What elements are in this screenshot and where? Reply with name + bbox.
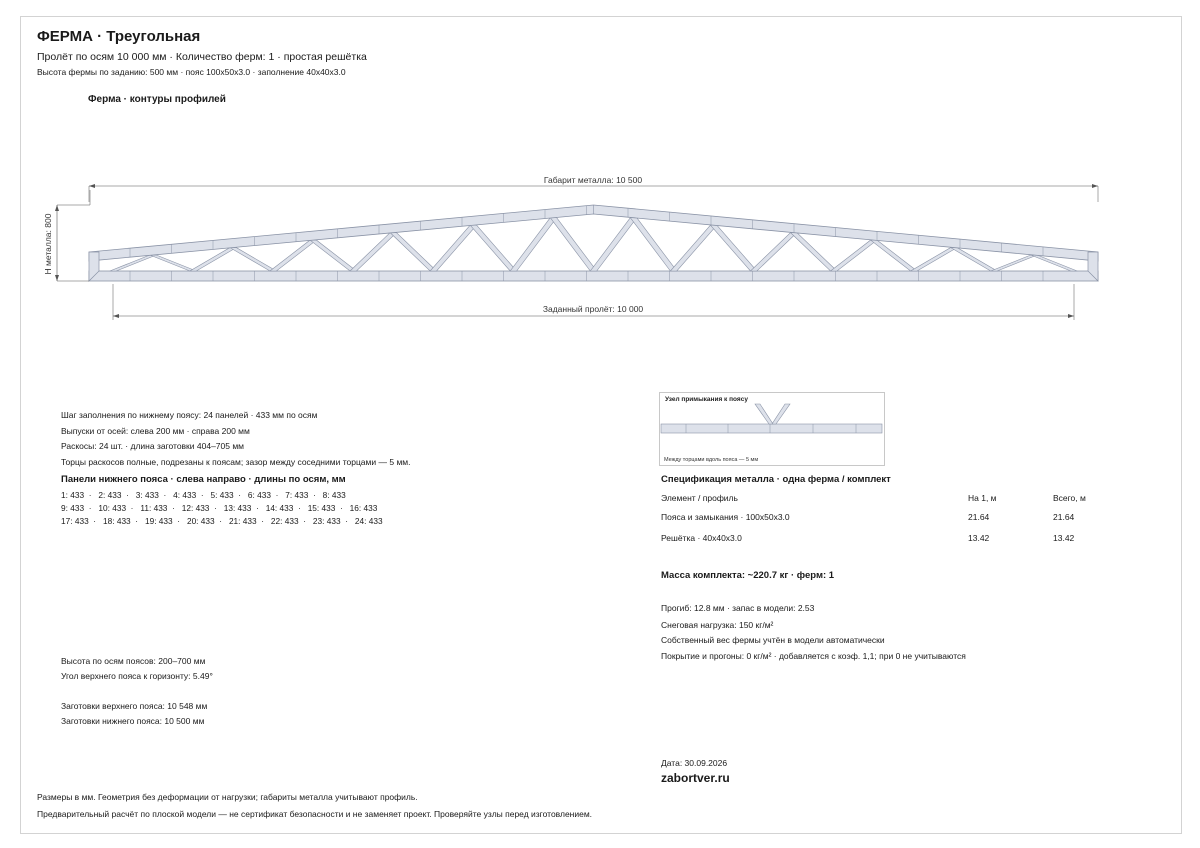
spec-col-one: На 1, м [968, 493, 997, 503]
web-brace [791, 233, 837, 271]
panel-separator: · [158, 490, 174, 500]
panel-separator: · [308, 490, 323, 500]
spec-row-web-name: Решётка · 40x40x3.0 [661, 533, 742, 543]
panel-length: 15: 433 [307, 503, 336, 513]
info-brace-ends: Торцы раскосов полные, подрезаны к поясам; зазор между соседними торцами — 5 мм. [61, 457, 411, 467]
span-arrow-left [113, 314, 119, 318]
page-title: ФЕРМА · Треугольная [37, 28, 201, 45]
footer-note-dimensions: Размеры в мм. Геометрия без деформации от нагрузки; габариты металла учитывают профиль. [37, 792, 418, 802]
height-dimension-label: Н металла: 800 [43, 213, 53, 275]
panel-length: 10: 433 [98, 503, 127, 513]
spec-title: Спецификация металла · одна ферма / комплект [661, 474, 891, 485]
web-brace [630, 218, 676, 271]
footer-note-disclaimer: Предварительный расчёт по плоской модели — не сертификат безопасности и не заменяет проект. Проверяйте узлы перед изготовлением. [37, 809, 593, 819]
panel-length: 17: 433 [61, 516, 89, 526]
panel-length: 18: 433 [102, 516, 131, 526]
panel-separator: · [340, 516, 355, 526]
web-brace [350, 233, 396, 271]
panel-length: 9: 433 [61, 503, 85, 513]
panels-row [61, 489, 383, 502]
spec-mass: Масса комплекта: ~220.7 кг · ферм: 1 [661, 570, 835, 581]
web-brace [470, 225, 516, 271]
panel-length: 8: 433 [322, 490, 346, 500]
load-deflection: Прогиб: 12.8 мм · запас в модели: 2.53 [661, 603, 815, 613]
web-brace [150, 255, 196, 271]
node-detail-title: Узел примыкания к поясу [665, 396, 748, 403]
panel-length: 7: 433 [285, 490, 309, 500]
height-arrow-bottom [55, 275, 59, 281]
overall-arrow-left [89, 184, 95, 188]
panel-separator: · [167, 503, 182, 513]
panel-separator: · [84, 490, 99, 500]
subtitle-span: Пролёт по осям 10 000 мм · Количество ферм: 1 · простая решётка [37, 51, 367, 63]
panel-length: 22: 433 [270, 516, 299, 526]
web-brace [670, 225, 716, 271]
geom-height: Высота по осям поясов: 200–700 мм [61, 656, 206, 666]
web-brace [390, 233, 436, 271]
overall-arrow-right [1092, 184, 1098, 188]
spec-row-web-one: 13.42 [968, 533, 990, 543]
panel-separator: · [270, 490, 286, 500]
panel-length: 12: 433 [181, 503, 210, 513]
brand-site[interactable]: zabortver.ru [661, 771, 730, 785]
node-chord [661, 424, 882, 433]
spec-row-chords-one: 21.64 [968, 512, 990, 522]
panel-separator: · [209, 503, 224, 513]
panel-separator: · [233, 490, 248, 500]
web-brace [871, 240, 917, 271]
spec-col-element: Элемент / профиль [661, 493, 738, 503]
load-snow: Снеговая нагрузка: 150 кг/м² [661, 620, 774, 630]
web-brace [991, 255, 1037, 271]
load-selfweight: Собственный вес фермы учтён в модели автоматически [661, 635, 885, 645]
spec-row-web-total: 13.42 [1053, 533, 1075, 543]
node-chord-profile [661, 424, 882, 433]
panel-separator: · [196, 490, 211, 500]
panel-length: 13: 433 [223, 503, 252, 513]
spec-col-total: Всего, м [1053, 493, 1086, 503]
web-brace [590, 218, 636, 271]
panel-separator: · [130, 516, 145, 526]
info-panel-step: Шаг заполнения по нижнему поясу: 24 панелей · 433 мм по осям [61, 410, 318, 420]
panels-row [61, 515, 383, 528]
truss-members [89, 205, 1098, 281]
panels-list [61, 489, 383, 528]
panel-separator: · [121, 490, 136, 500]
web-brace [550, 218, 596, 271]
info-braces: Раскосы: 24 шт. · длина заготовки 404–705 мм [61, 441, 245, 451]
panel-separator: · [84, 503, 99, 513]
panel-separator: · [214, 516, 229, 526]
panel-length: 3: 433 [135, 490, 159, 500]
web-brace [230, 248, 276, 271]
truss-drawing [0, 0, 1200, 340]
node-detail-caption: Между торцами вдоль пояса — 5 мм [664, 457, 759, 463]
panel-length: 21: 433 [228, 516, 257, 526]
panels-title: Панели нижнего пояса · слева направо · длины по осям, мм [61, 474, 346, 485]
date: Дата: 30.09.2026 [661, 758, 728, 768]
bottom-chord [89, 271, 1098, 281]
panel-length: 1: 433 [61, 490, 85, 500]
spec-row-chords-name: Пояса и замыкания · 100x50x3.0 [661, 512, 790, 522]
panel-length: 23: 433 [312, 516, 341, 526]
panel-length: 20: 433 [186, 516, 215, 526]
node-detail [659, 392, 885, 466]
web-brace [510, 218, 556, 271]
panel-separator: · [256, 516, 271, 526]
web-brace [710, 225, 756, 271]
web-brace [430, 225, 476, 271]
spec-row-chords-total: 21.64 [1053, 512, 1075, 522]
web-brace [750, 233, 796, 271]
height-arrow-top [55, 205, 59, 211]
panel-separator: · [251, 503, 266, 513]
overall-dimension-label: Габарит металла: 10 500 [543, 175, 643, 185]
span-arrow-right [1068, 314, 1074, 318]
panel-separator: · [335, 503, 350, 513]
panel-length: 24: 433 [354, 516, 383, 526]
subtitle-profiles: Высота фермы по заданию: 500 мм · пояс 100x50x3.0 · заполнение 40x40x3.0 [37, 67, 346, 77]
panel-separator: · [298, 516, 313, 526]
panel-separator: · [126, 503, 141, 513]
panel-length: 6: 433 [247, 490, 271, 500]
panel-length: 16: 433 [349, 503, 378, 513]
panel-length: 4: 433 [173, 490, 197, 500]
load-roofing: Покрытие и прогоны: 0 кг/м² · добавляется с коэф. 1,1; при 0 не учитываются [661, 651, 966, 661]
geom-angle: Угол верхнего пояса к горизонту: 5.49° [61, 671, 213, 681]
web-brace [310, 240, 356, 271]
panel-separator: · [172, 516, 187, 526]
panel-length: 2: 433 [98, 490, 122, 500]
web-brace [911, 248, 957, 271]
web-brace [831, 240, 877, 271]
panel-length: 5: 433 [210, 490, 234, 500]
panels-row [61, 502, 383, 515]
panel-length: 19: 433 [144, 516, 173, 526]
info-overhangs: Выпуски от осей: слева 200 мм · справа 200 мм [61, 426, 250, 436]
panel-length: 11: 433 [140, 503, 168, 513]
geom-bottom-chord-blank: Заготовки нижнего пояса: 10 500 мм [61, 716, 205, 726]
web-brace [270, 240, 316, 271]
panel-separator: · [293, 503, 308, 513]
drawing-title: Ферма · контуры профилей [88, 94, 226, 105]
panel-separator: · [88, 516, 103, 526]
panel-length: 14: 433 [265, 503, 294, 513]
geom-top-chord-blank: Заготовки верхнего пояса: 10 548 мм [61, 701, 208, 711]
span-dimension-label: Заданный пролёт: 10 000 [542, 304, 644, 314]
